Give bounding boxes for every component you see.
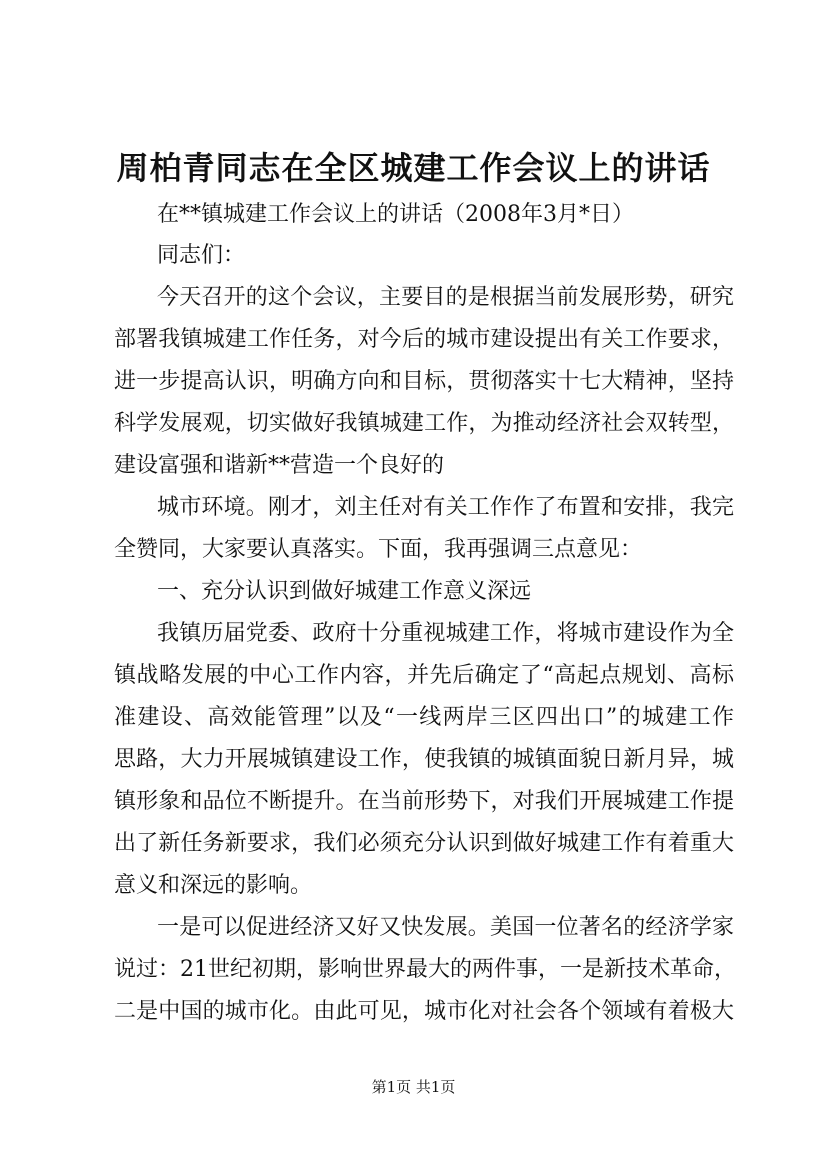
text-line: 科学发展观，切实做好我镇城建工作，为推动经济社会双转型， [114, 411, 734, 436]
text-line-subtitle: 在**镇城建工作会议上的讲话（2008年3月*日） [157, 202, 634, 227]
text-line: 说过：21世纪初期，影响世界最大的两件事，一是新技术革命， [114, 957, 736, 982]
document-title: 周柏青同志在全区城建工作会议上的讲话 [116, 149, 711, 187]
page-footer: 第1页 共1页 [371, 1078, 456, 1096]
text-line: 城市环境。刚才，刘主任对有关工作作了布置和安排，我完 [157, 495, 734, 520]
text-line: 思路，大力开展城镇建设工作，使我镇的城镇面貌日新月异，城 [114, 747, 734, 772]
text-line: 进一步提高认识，明确方向和目标，贯彻落实十七大精神，坚持 [114, 369, 734, 394]
text-line: 今天召开的这个会议，主要目的是根据当前发展形势，研究 [157, 285, 734, 310]
text-line: 出了新任务新要求，我们必须充分认识到做好城建工作有着重大 [114, 831, 734, 856]
text-line: 建设富强和谐新**营造一个良好的 [114, 453, 445, 478]
text-line: 我镇历届党委、政府十分重视城建工作，将城市建设作为全 [157, 621, 734, 646]
text-line: 镇形象和品位不断提升。在当前形势下，对我们开展城建工作提 [114, 789, 734, 814]
text-line-greeting: 同志们： [157, 243, 246, 268]
text-line: 准建设、高效能管理”以及“一线两岸三区四出口”的城建工作 [114, 705, 734, 730]
text-line: 全赞同，大家要认真落实。下面，我再强调三点意见： [114, 537, 643, 562]
text-line: 意义和深远的影响。 [114, 873, 313, 898]
text-line: 二是中国的城市化。由此可见，城市化对社会各个领域有着极大 [114, 999, 734, 1024]
text-line: 部署我镇城建工作任务，对今后的城市建设提出有关工作要求， [114, 327, 734, 352]
text-line: 一是可以促进经济又好又快发展。美国一位著名的经济学家 [157, 915, 734, 940]
text-line: 镇战略发展的中心工作内容，并先后确定了“高起点规划、高标 [114, 663, 734, 688]
section-heading: 一、充分认识到做好城建工作意义深远 [157, 579, 532, 604]
